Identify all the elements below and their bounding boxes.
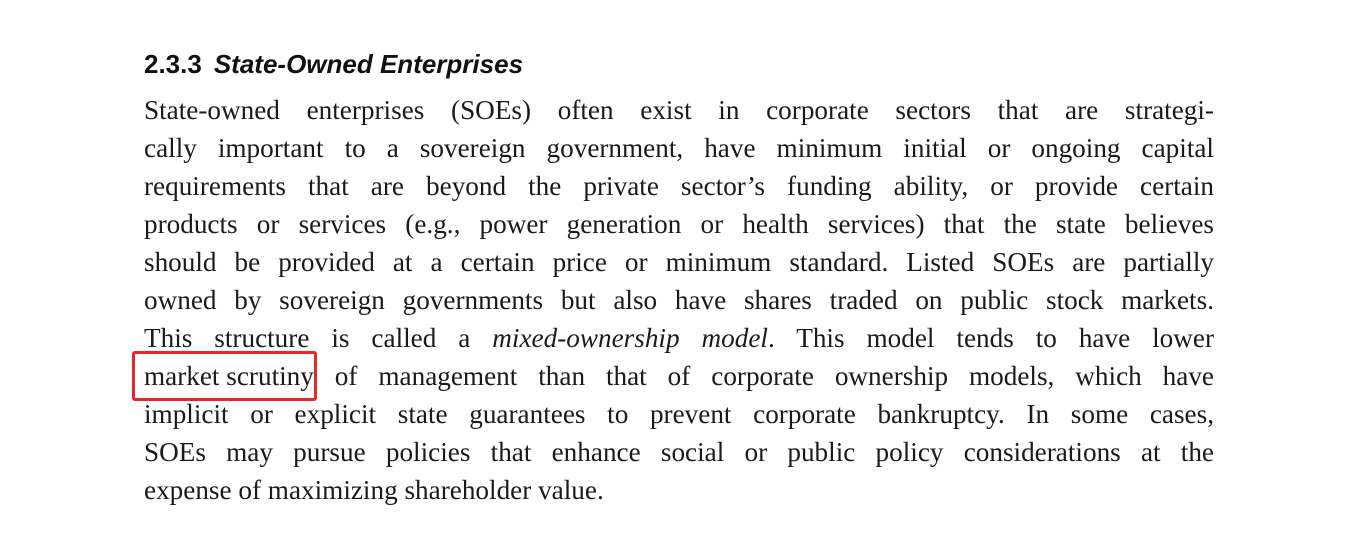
paragraph-line-9: implicit or explicit state guarantees to prevent corporate bankruptcy. In some cases, bbox=[144, 399, 1214, 429]
section-heading bbox=[144, 44, 1214, 84]
section-number: 2.3.3 bbox=[144, 49, 202, 79]
highlighted-phrase[interactable]: market scrutiny bbox=[144, 357, 314, 395]
paragraph-line-7 bbox=[144, 319, 1214, 357]
line-8-text-end: of management than that of corporate ownership models, which have bbox=[313, 361, 1214, 391]
paragraph-line-8 bbox=[144, 357, 1214, 395]
paragraph-line-4: products or services (e.g., power generation or health services) that the state believes bbox=[144, 209, 1214, 239]
emphasized-term: mixed-ownership model bbox=[492, 323, 768, 353]
paragraph-line-3: requirements that are beyond the private sector’s funding ability, or provide certain bbox=[144, 171, 1214, 201]
paragraph-line-6: owned by sovereign governments but also have shares traded on public stock markets. bbox=[144, 285, 1214, 315]
paragraph-line-1: State-owned enterprises (SOEs) often exist in corporate sectors that are strategi- bbox=[144, 95, 1214, 125]
paragraph-line-11: expense of maximizing shareholder value. bbox=[144, 475, 604, 505]
section-title: State-Owned Enterprises bbox=[213, 49, 524, 79]
document-section bbox=[144, 44, 1214, 509]
line-7-text-end: . This model tends to have lower bbox=[767, 323, 1214, 353]
body-paragraph bbox=[144, 91, 1214, 509]
paragraph-line-10: SOEs may pursue policies that enhance social or public policy considerations at the bbox=[144, 437, 1214, 467]
paragraph-line-5: should be provided at a certain price or minimum standard. Listed SOEs are partially bbox=[144, 247, 1214, 277]
paragraph-line-2: cally important to a sovereign government, have minimum initial or ongoing capital bbox=[144, 133, 1214, 163]
line-7-text-start: This structure is called a bbox=[144, 323, 493, 353]
